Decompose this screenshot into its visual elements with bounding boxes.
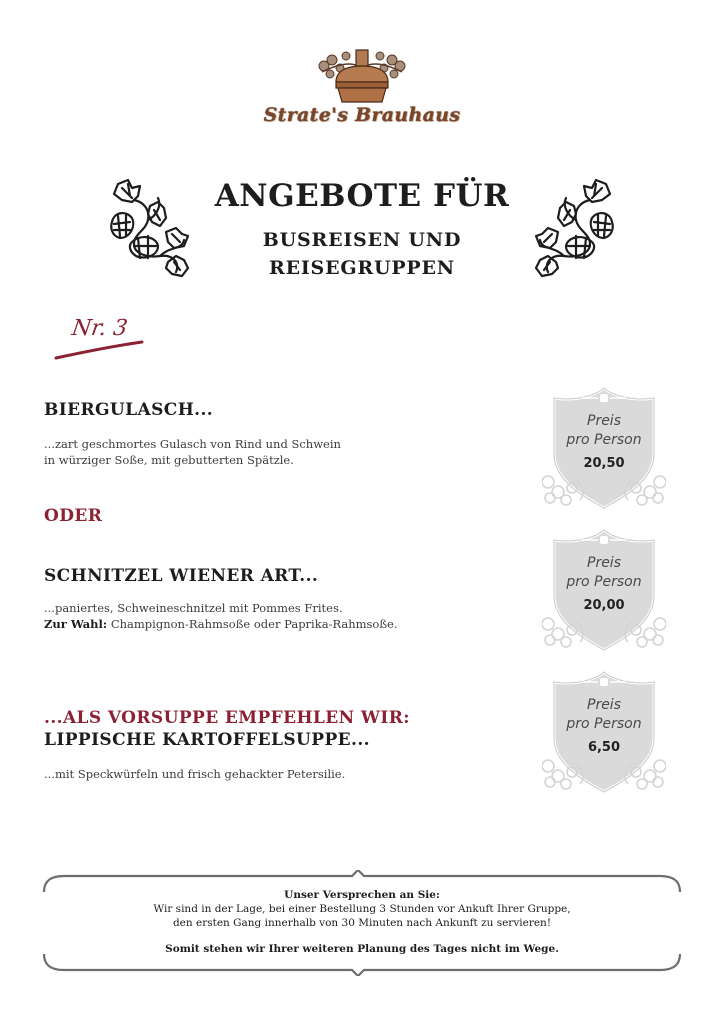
price-badge-schnitzel (542, 526, 672, 654)
dish-description-schnitzel (44, 600, 398, 632)
price-badge-kartoffelsuppe (542, 668, 672, 796)
choice-line (44, 616, 398, 632)
promise-heading: Unser Versprechen an Sie: (284, 889, 440, 901)
promise-closing: Somit stehen wir Ihrer weiteren Planung des Tages nicht im Wege. (165, 943, 559, 955)
dish-description-kartoffelsuppe (44, 766, 345, 782)
price-value: 20,50 (583, 456, 625, 471)
offer-number-text: Nr. 3 (70, 316, 130, 341)
offer-number (54, 316, 154, 364)
price-label-line: pro Person (566, 574, 642, 590)
price-value: 20,00 (583, 598, 625, 613)
choice-label: Zur Wahl: (44, 617, 108, 631)
price-label (542, 696, 666, 734)
price-label-line: pro Person (566, 432, 642, 448)
dish-description-biergulasch (44, 436, 341, 468)
separator-oder: ODER (44, 506, 103, 526)
price-label (542, 412, 666, 450)
dish-title-kartoffelsuppe: LIPPISCHE KARTOFFELSUPPE... (44, 730, 370, 750)
page-title: ANGEBOTE FÜR (214, 178, 510, 214)
dish-title-schnitzel: SCHNITZEL WIENER ART... (44, 566, 319, 586)
price-value: 6,50 (587, 740, 621, 755)
brand-name: Strate's Brauhaus (263, 104, 461, 126)
subtitle-line-1: BUSREISEN UND (262, 229, 462, 251)
price-badge-biergulasch (542, 384, 672, 512)
spacer (42, 930, 682, 942)
brand-logo (262, 46, 462, 136)
price-label (542, 554, 666, 592)
price-label-line: Preis (587, 697, 621, 713)
underline-stroke-icon (54, 316, 154, 364)
description-line: ...paniertes, Schweineschnitzel mit Pommes Frites. (44, 601, 343, 615)
promise-line-2: den ersten Gang innerhalb von 30 Minuten nach Ankunft zu servieren! (172, 917, 552, 929)
description-line: in würziger Soße, mit gebutterten Spätzle. (44, 453, 294, 467)
soup-intro: ...ALS VORSUPPE EMPFEHLEN WIR: (44, 708, 410, 728)
price-label-line: Preis (587, 413, 621, 429)
description-line: ...mit Speckwürfeln und frisch gehackter Petersilie. (44, 767, 346, 781)
subtitle-line-2: REISEGRUPPEN (269, 257, 455, 279)
promise-box (42, 870, 682, 976)
dish-title-biergulasch: BIERGULASCH... (44, 400, 214, 420)
price-label-line: Preis (587, 555, 621, 571)
brew-kettle-with-hops-icon (262, 46, 462, 106)
choice-text: Champignon-Rahmsoße oder Paprika-Rahmsoße. (107, 617, 398, 631)
promise-line-1: Wir sind in der Lage, bei einer Bestellung 3 Stunden vor Ankuft Ihrer Gruppe, (153, 903, 571, 915)
description-line: ...zart geschmortes Gulasch von Rind und Schwein (44, 437, 341, 451)
page-subtitle (160, 226, 564, 282)
promise-text (42, 888, 682, 956)
price-label-line: pro Person (566, 716, 642, 732)
